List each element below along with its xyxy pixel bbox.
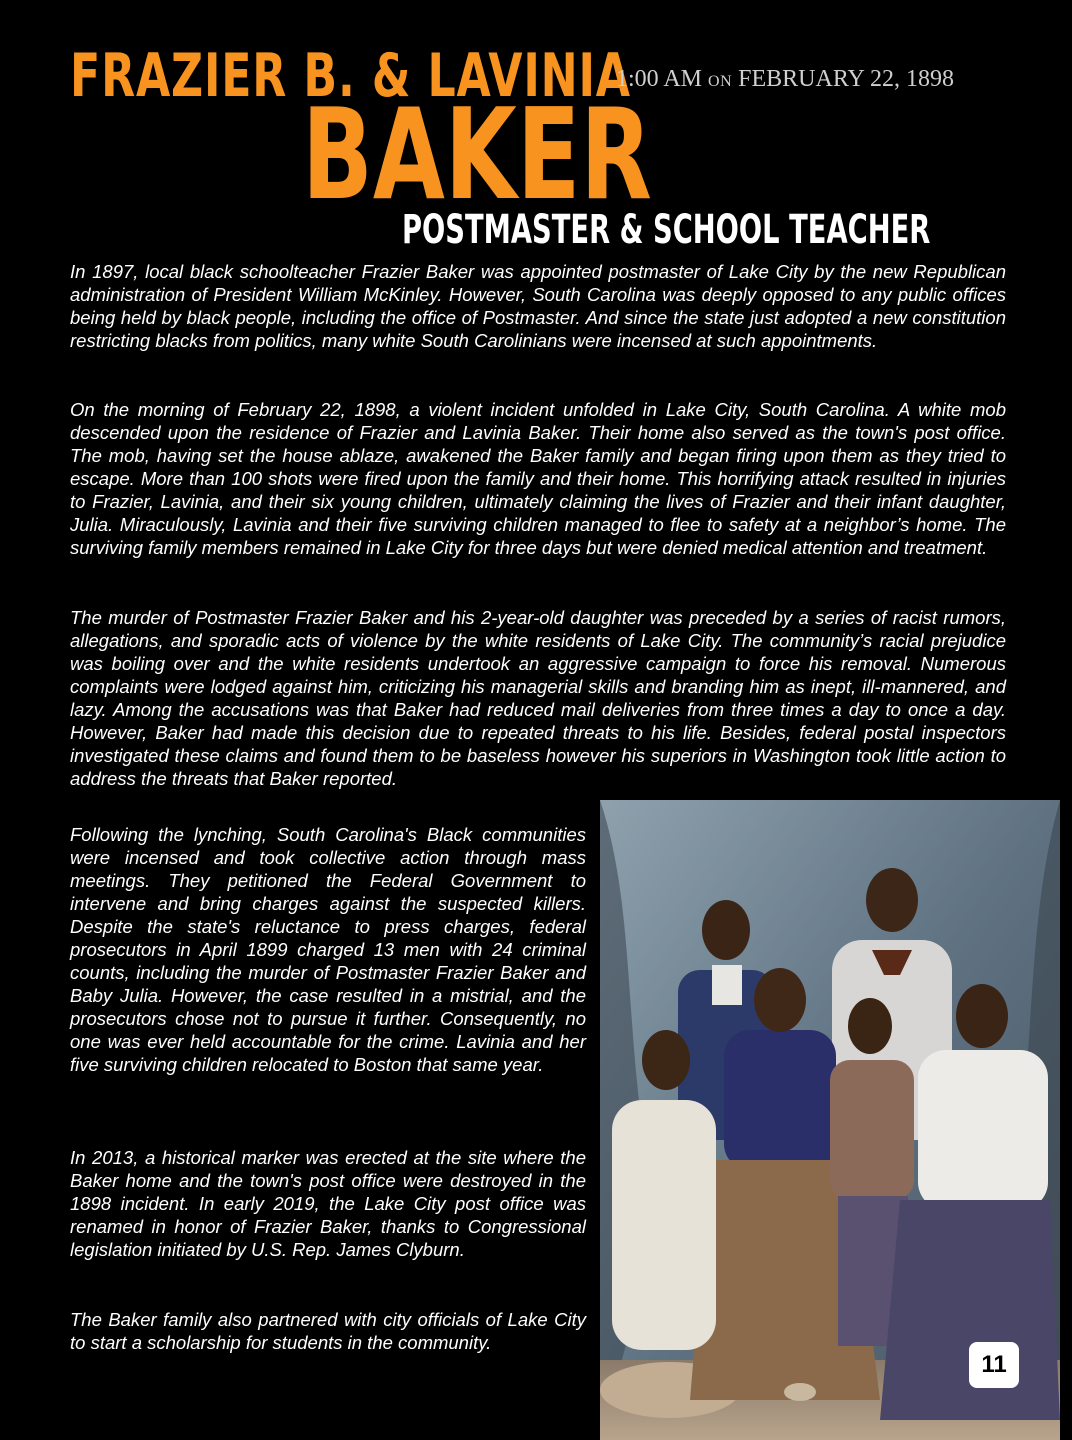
page-header [0, 0, 1072, 260]
paragraph-scholarship: The Baker family also partnered with city officials of Lake City to start a scholarship for students in the community. [70, 1309, 586, 1353]
dateline [616, 66, 954, 93]
date-time: 1:00 AM [616, 66, 703, 92]
paragraph-aftermath: Following the lynching, South Carolina's Black communities were incensed and took collective action through mass meetings. They petitioned the Federal Government to intervene and bring charges against the suspected killers. Despite the state's reluctance to press charges, federal prosecutors in April 1899 charged 13 men with 24 criminal counts, including the murder of Postmaster Frazier Baker and Baby Julia. However, the case resulted in a mistrial, and the prosecutors chose not to pursue it further. Consequently, no one was ever held accountable for the crime. Lavinia and her five surviving children relocated to Boston that same year. [70, 824, 586, 1075]
title-surname: BAKER [302, 81, 652, 228]
title-first-names: FRAZIER B. & LAVINIA [70, 41, 631, 111]
date-day: FEBRUARY 22, 1898 [738, 66, 954, 92]
paragraph-marker: In 2013, a historical marker was erected at the site where the Baker home and the town's post office were destroyed in the 1898 incident. In early 2019, the Lake City post office was renamed in honor of Frazier Baker, thanks to Congressional legislation initiated by U.S. Rep. James Clyburn. [70, 1147, 586, 1260]
subtitle-role: POSTMASTER & SCHOOL TEACHER [402, 207, 931, 253]
page-number-badge: 11 [969, 1342, 1019, 1388]
date-on: ON [708, 73, 733, 90]
paragraph-appointment: In 1897, local black schoolteacher Frazier Baker was appointed postmaster of Lake City by the new Republican administration of President William McKinley. However, South Carolina was deeply opposed to any public offices being held by black people, including the office of Postmaster. And since the state just adopted a new constitution restricting blacks from politics, many white South Carolinians were incensed at such appointments. [70, 261, 1006, 351]
paragraph-background: The murder of Postmaster Frazier Baker and his 2-year-old daughter was preceded by a series of racist rumors, allegations, and sporadic acts of violence by the white residents of Lake City. The community’s racial prejudice was boiling over and the white residents undertook an aggressive campaign to force his removal. Numerous complaints were lodged against him, criticizing his managerial skills and branding him as inept, ill-mannered, and lazy. Among the accusations was that Baker had reduced mail deliveries from three times a day to once a day. However, Baker had made this decision due to repeated threats to his life. Besides, federal postal inspectors investigated these claims and found them to be baseless however his superiors in Washington took little action to address the threats that Baker reported. [70, 607, 1006, 789]
paragraph-attack: On the morning of February 22, 1898, a violent incident unfolded in Lake City, South Carolina. A white mob descended upon the residence of Frazier and Lavinia Baker. Their home also served as the town's post office. The mob, having set the house ablaze, awakened the Baker family and began firing upon them as they tried to escape. More than 100 shots were fired upon the family and their home. This horrifying attack resulted in injuries to Frazier, Lavinia, and their six young children, ultimately claiming the lives of Frazier and their infant daughter, Julia. Miraculously, Lavinia and their five surviving children managed to flee to safety at a neighbor’s home. The surviving family members remained in Lake City for three days but were denied medical attention and treatment. [70, 399, 1006, 558]
